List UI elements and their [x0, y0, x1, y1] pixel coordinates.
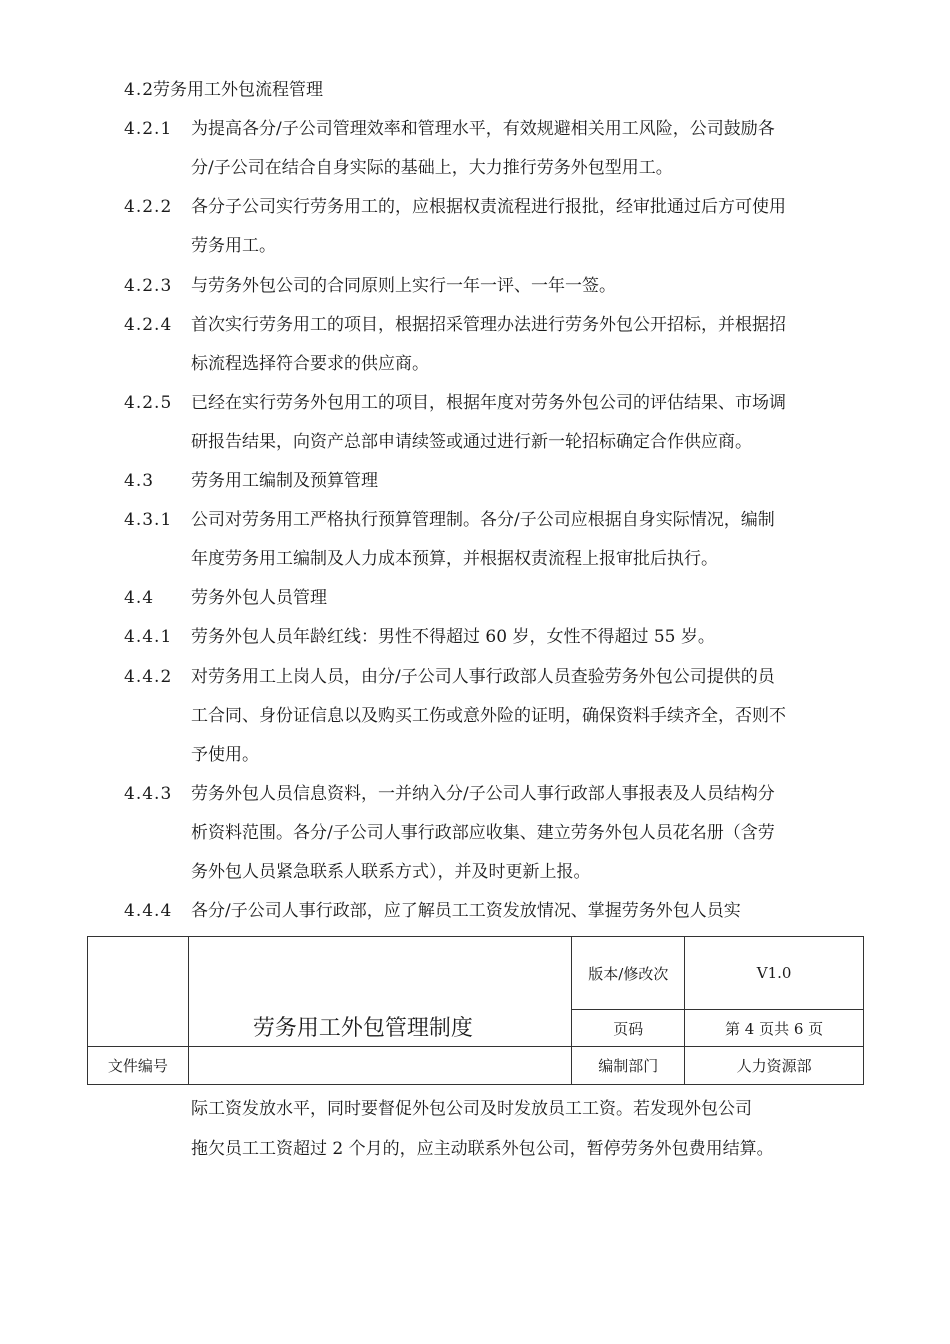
clause-number: 4.4.3	[124, 784, 173, 804]
clause-text: 研报告结果，向资产总部申请续签或通过进行新一轮招标确定合作供应商。	[191, 432, 752, 452]
clause-number: 4.4.1	[124, 627, 173, 647]
clause-text: 为提高各分/子公司管理效率和管理水平，有效规避相关用工风险，公司鼓励各	[191, 119, 775, 139]
clause-text: 公司对劳务用工严格执行预算管理制。各分/子公司应根据自身实际情况，编制	[191, 510, 775, 530]
clause-text: 分/子公司在结合自身实际的基础上，大力推行劳务外包型用工。	[191, 158, 673, 178]
clause-number: 4.4.4	[124, 901, 173, 921]
clause-number: 4.2.5	[124, 393, 173, 413]
page-value: 第 4 页共 6 页	[685, 1010, 864, 1047]
clause-text: 各分/子公司人事行政部，应了解员工工资发放情况、掌握劳务外包人员实	[191, 901, 741, 921]
dept-label: 编制部门	[572, 1047, 685, 1085]
dept-value: 人力资源部	[685, 1047, 864, 1085]
version-label: 版本/修改次	[572, 937, 685, 1010]
clause-text: 务外包人员紧急联系人联系方式），并及时更新上报。	[191, 862, 591, 882]
docno-value	[188, 1047, 572, 1085]
clause-text: 析资料范围。各分/子公司人事行政部应收集、建立劳务外包人员花名册（含劳	[191, 823, 775, 843]
continuation-line: 际工资发放水平，同时要督促外包公司及时发放员工工资。若发现外包公司	[191, 1099, 752, 1119]
clause-number: 4.3	[124, 471, 155, 491]
clause-number: 4.4.2	[124, 667, 173, 687]
clause-text: 予使用。	[191, 745, 259, 765]
section-heading: 4.2	[124, 80, 155, 100]
clause-text: 各分子公司实行劳务用工的，应根据权责流程进行报批，经审批通过后方可使用	[191, 197, 786, 217]
clause-text: 劳务用工。	[191, 236, 276, 256]
clause-text: 与劳务外包公司的合同原则上实行一年一评、一年一签。	[191, 276, 616, 296]
clause-text: 已经在实行劳务外包用工的项目，根据年度对劳务外包公司的评估结果、市场调	[191, 393, 786, 413]
continuation-line: 拖欠员工工资超过 2 个月的，应主动联系外包公司，暂停劳务外包费用结算。	[191, 1139, 774, 1159]
clause-number: 4.2.2	[124, 197, 173, 217]
clause-text: 年度劳务用工编制及人力成本预算，并根据权责流程上报审批后执行。	[191, 549, 718, 569]
clause-text: 劳务外包人员年龄红线：男性不得超过 60 岁，女性不得超过 55 岁。	[191, 627, 715, 647]
document-title: 劳务用工外包管理制度	[188, 937, 572, 1047]
footer-blank-cell	[88, 937, 189, 1047]
clause-text: 劳务外包人员管理	[191, 588, 327, 608]
docno-label: 文件编号	[88, 1047, 189, 1085]
clause-number: 4.3.1	[124, 510, 173, 530]
clause-number: 4.4	[124, 588, 155, 608]
clause-text: 对劳务用工上岗人员，由分/子公司人事行政部人员查验劳务外包公司提供的员	[191, 667, 775, 687]
page-label: 页码	[572, 1010, 685, 1047]
version-value: V1.0	[685, 937, 864, 1010]
clause-number: 4.2.1	[124, 119, 173, 139]
clause-text: 首次实行劳务用工的项目，根据招采管理办法进行劳务外包公开招标，并根据招	[191, 315, 786, 335]
document-footer-table	[87, 936, 864, 1085]
section-heading-text: 劳务用工外包流程管理	[153, 80, 323, 100]
clause-number: 4.2.4	[124, 315, 173, 335]
clause-text: 标流程选择符合要求的供应商。	[191, 354, 429, 374]
clause-text: 劳务用工编制及预算管理	[191, 471, 378, 491]
clause-text: 工合同、身份证信息以及购买工伤或意外险的证明，确保资料手续齐全，否则不	[191, 706, 786, 726]
clause-number: 4.2.3	[124, 276, 173, 296]
clause-text: 劳务外包人员信息资料，一并纳入分/子公司人事行政部人事报表及人员结构分	[191, 784, 775, 804]
